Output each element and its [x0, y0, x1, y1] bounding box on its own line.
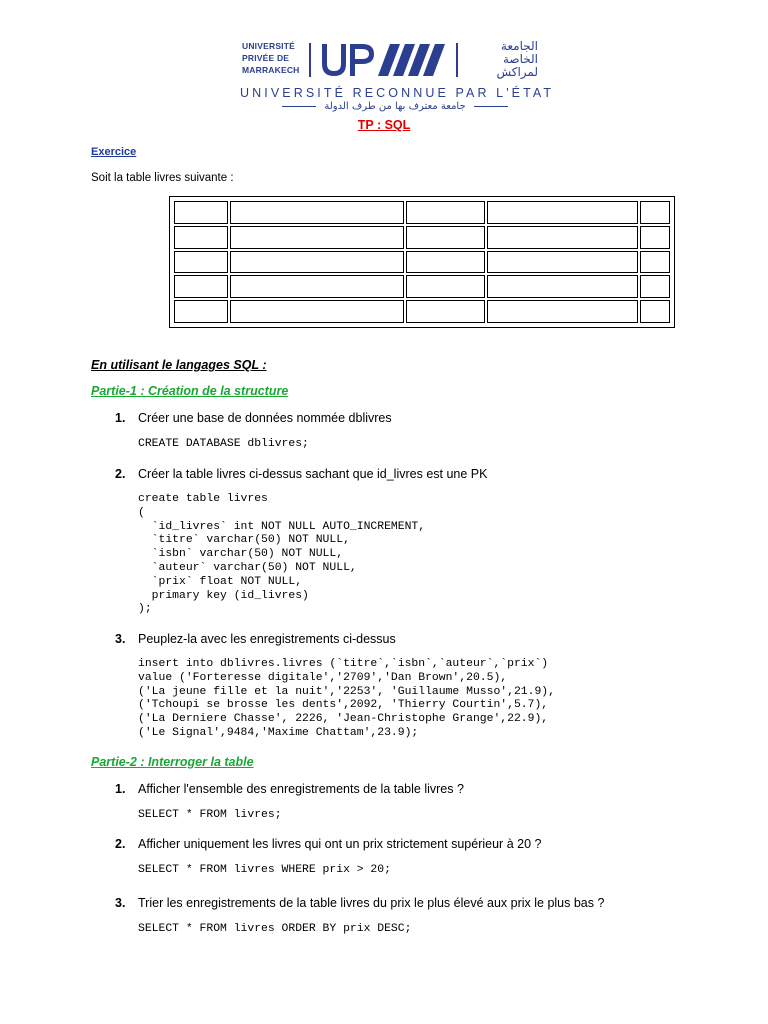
table-cell	[230, 251, 403, 274]
partie2-code-2: SELECT * FROM livres WHERE prix > 20;	[138, 864, 391, 876]
table-cell	[230, 226, 403, 249]
table-cell	[640, 201, 670, 224]
table-row	[174, 226, 670, 249]
logo-left-text	[242, 40, 300, 76]
recognized-by-state: UNIVERSITÉ RECONNUE PAR L'ÉTAT	[240, 86, 555, 100]
exercice-label: Exercice	[91, 146, 137, 158]
table-cell	[174, 226, 228, 249]
question-text: Trier les enregistrements de la table livres du prix le plus élevé aux prix le plus bas ?	[138, 896, 605, 910]
table-cell	[406, 300, 485, 323]
partie1-question-3	[115, 632, 396, 646]
table-row	[174, 275, 670, 298]
partie2-question-2	[115, 837, 541, 851]
livres-table-grid	[172, 199, 672, 325]
table-cell	[487, 300, 638, 323]
table-cell	[487, 201, 638, 224]
question-number: 1.	[115, 782, 126, 796]
question-number: 3.	[115, 632, 126, 646]
recognized-arabic: جامعة معترف بها من طرف الدولة	[324, 101, 466, 112]
partie1-code-3: insert into dblivres.livres (`titre`,`isbn`,`auteur`,`prix`) value ('Forteresse digitale','2709','Dan Brown',20.5), ('La jeune fille et la nuit','2253', 'Guillaume Musso',21.9), ('Tchoupi se brosse les dents',2092, 'Thierry Courtin',5.7), ('La Derniere Chasse', 2226, 'Jean-Christophe Grange',22.9), ('Le Signal',9484,'Maxime Chattam',23.9);	[138, 658, 555, 739]
table-cell	[174, 300, 228, 323]
decorative-line-right	[474, 106, 508, 107]
logo-line-3: MARRAKECH	[242, 65, 300, 75]
table-cell	[174, 275, 228, 298]
table-cell	[406, 226, 485, 249]
recognized-arabic-row	[280, 101, 510, 112]
table-cell	[487, 275, 638, 298]
logo-line-1: UNIVERSITÉ	[242, 41, 296, 51]
question-text: Afficher uniquement les livres qui ont un prix strictement supérieur à 20 ?	[138, 837, 542, 851]
page-title: TP : SQL	[357, 118, 411, 132]
partie1-question-2	[115, 467, 487, 481]
partie2-code-1: SELECT * FROM livres;	[138, 809, 282, 821]
partie2-code-3: SELECT * FROM livres ORDER BY prix DESC;	[138, 923, 412, 935]
table-cell	[487, 226, 638, 249]
partie2-question-1	[115, 782, 464, 796]
partie1-code-2: create table livres ( `id_livres` int NOT NULL AUTO_INCREMENT, `titre` varchar(50) NOT NULL, `isbn` varchar(50) NOT NULL, `auteur` varchar(50) NOT NULL, `prix` float NOT NULL, primary key (id_livres) );	[138, 493, 426, 616]
logo-line-2: PRIVÉE DE	[242, 53, 290, 63]
logo-divider-left	[309, 43, 311, 77]
question-number: 2.	[115, 837, 126, 851]
table-cell	[174, 251, 228, 274]
table-cell	[406, 201, 485, 224]
table-cell	[487, 251, 638, 274]
question-text: Créer une base de données nommée dblivres	[138, 411, 392, 425]
logo-arabic-text	[466, 40, 538, 79]
intro-text: Soit la table livres suivante :	[91, 172, 234, 184]
question-text: Créer la table livres ci-dessus sachant que id_livres est une PK	[138, 467, 488, 481]
table-row	[174, 201, 670, 224]
question-text: Peuplez-la avec les enregistrements ci-dessus	[138, 632, 396, 646]
question-number: 3.	[115, 896, 126, 910]
logo-divider-right	[456, 43, 458, 77]
table-cell	[230, 201, 403, 224]
table-row	[174, 300, 670, 323]
question-text: Afficher l'ensemble des enregistrements de la table livres ?	[138, 782, 464, 796]
table-cell	[174, 201, 228, 224]
table-cell	[230, 300, 403, 323]
partie1-heading: Partie-1 : Création de la structure	[91, 384, 289, 398]
main-heading: En utilisant le langages SQL :	[91, 358, 267, 372]
table-cell	[230, 275, 403, 298]
question-number: 2.	[115, 467, 126, 481]
livres-table	[169, 196, 675, 328]
logo-arabic-line-2: الخاصة	[502, 52, 538, 66]
table-cell	[640, 275, 670, 298]
table-row	[174, 251, 670, 274]
partie1-question-1	[115, 411, 392, 425]
table-cell	[640, 300, 670, 323]
table-cell	[406, 251, 485, 274]
decorative-line-left	[282, 106, 316, 107]
question-number: 1.	[115, 411, 126, 425]
table-cell	[406, 275, 485, 298]
partie1-code-1: CREATE DATABASE dblivres;	[138, 438, 309, 450]
university-logo	[240, 39, 555, 120]
logo-arabic-line-1: الجامعة	[500, 39, 538, 53]
partie2-heading: Partie-2 : Interroger la table	[91, 755, 254, 769]
table-cell	[640, 251, 670, 274]
table-cell	[640, 226, 670, 249]
up-logo-mark	[320, 42, 448, 78]
partie2-question-3	[115, 896, 604, 910]
logo-arabic-line-3: لمراكش	[496, 65, 538, 79]
